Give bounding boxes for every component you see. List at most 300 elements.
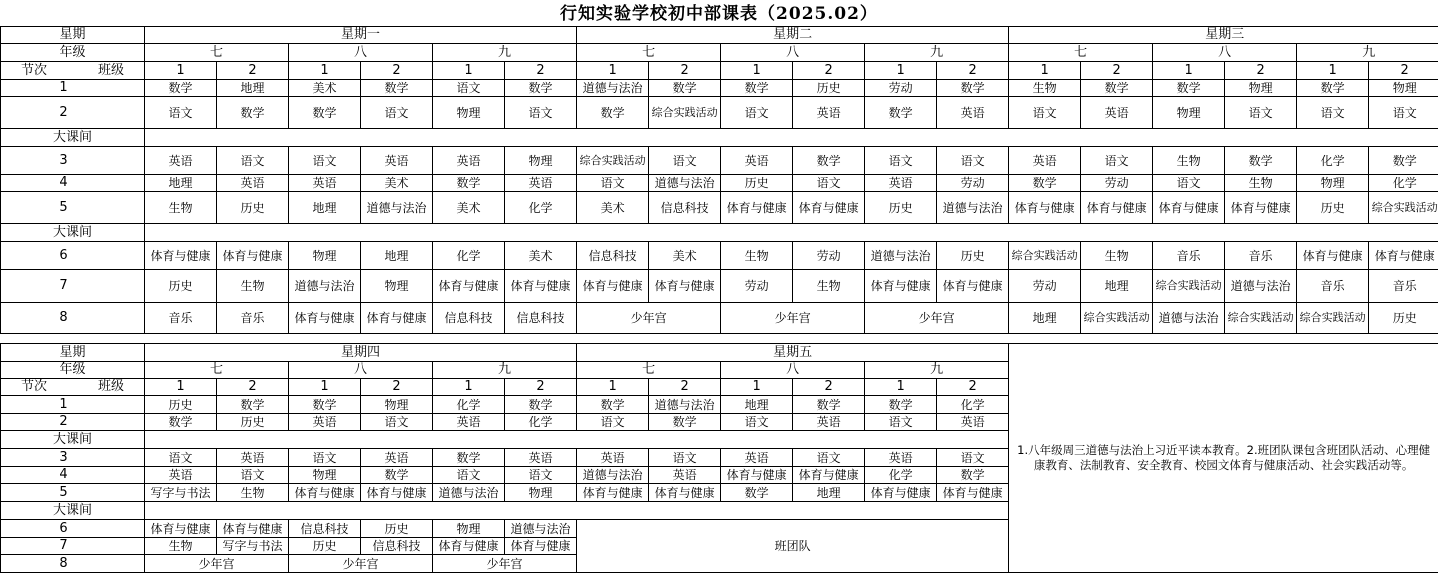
grade-header: 七: [145, 362, 289, 379]
course-cell: 语文: [649, 449, 721, 467]
course-cell: 数学: [793, 147, 865, 175]
course-cell: 地理: [721, 396, 793, 414]
course-cell: 综合实践活动: [1153, 270, 1225, 303]
course-cell: 体育与健康: [721, 467, 793, 484]
class-number: 1: [433, 379, 505, 396]
course-cell: 英语: [505, 449, 577, 467]
course-cell: 语文: [577, 414, 649, 431]
grade-header: 八: [721, 44, 865, 62]
class-number: 1: [289, 62, 361, 80]
course-cell: 综合实践活动: [1081, 303, 1153, 334]
course-cell: 综合实践活动: [577, 147, 649, 175]
grade-header: 九: [433, 362, 577, 379]
course-cell: 少年宫: [433, 555, 577, 573]
course-cell: 少年宫: [289, 555, 433, 573]
course-cell: 体育与健康: [361, 303, 433, 334]
course-cell: 道德与法治: [865, 242, 937, 270]
class-number: 1: [721, 62, 793, 80]
table-row: [1, 242, 1438, 270]
course-cell: 化学: [433, 242, 505, 270]
course-cell: 历史: [721, 175, 793, 192]
class-label: 班级: [97, 62, 124, 78]
course-cell: 数学: [937, 467, 1009, 484]
schedule-table-thu-fri: [0, 343, 1438, 573]
course-cell: 数学: [505, 80, 577, 97]
course-cell: 信息科技: [433, 303, 505, 334]
grade-header: 八: [721, 362, 865, 379]
course-cell: 英语: [361, 147, 433, 175]
course-cell: 数学: [433, 175, 505, 192]
course-cell: 化学: [505, 192, 577, 224]
course-cell: 体育与健康: [793, 192, 865, 224]
course-cell: 生物: [145, 192, 217, 224]
course-cell: 语文: [793, 175, 865, 192]
course-cell: 数学: [721, 80, 793, 97]
course-cell: 英语: [1009, 147, 1081, 175]
course-cell: 数学: [721, 484, 793, 502]
break-band: [145, 129, 1438, 147]
course-cell: 历史: [145, 270, 217, 303]
course-cell: 道德与法治: [361, 192, 433, 224]
course-cell: 美术: [361, 175, 433, 192]
course-cell: 数学: [433, 449, 505, 467]
course-cell: 信息科技: [289, 520, 361, 538]
course-cell: 体育与健康: [145, 242, 217, 270]
course-cell: 化学: [937, 396, 1009, 414]
class-team-cell: 班团队: [577, 520, 1009, 573]
class-number: 2: [937, 379, 1009, 396]
period-number: 2: [1, 414, 145, 431]
class-number: 2: [649, 62, 721, 80]
course-cell: 音乐: [1369, 270, 1438, 303]
course-cell: 美术: [289, 80, 361, 97]
course-cell: 生物: [1153, 147, 1225, 175]
course-cell: 道德与法治: [937, 192, 1009, 224]
course-cell: 体育与健康: [217, 242, 289, 270]
course-cell: 语文: [937, 147, 1009, 175]
period-number: 4: [1, 175, 145, 192]
course-cell: 物理: [433, 97, 505, 129]
course-cell: 语文: [505, 97, 577, 129]
course-cell: 英语: [937, 97, 1009, 129]
course-cell: 语文: [433, 80, 505, 97]
course-cell: 英语: [361, 449, 433, 467]
course-cell: 数学: [361, 80, 433, 97]
course-cell: 信息科技: [577, 242, 649, 270]
course-cell: 地理: [1009, 303, 1081, 334]
course-cell: 体育与健康: [1081, 192, 1153, 224]
course-cell: 英语: [1081, 97, 1153, 129]
schedule-table-mon-wed: [0, 26, 1438, 334]
grade-header: 八: [289, 44, 433, 62]
course-cell: 语文: [649, 147, 721, 175]
break-band: [145, 224, 1438, 242]
course-cell: 英语: [721, 449, 793, 467]
course-cell: 物理: [505, 484, 577, 502]
period-number: 1: [1, 80, 145, 97]
course-cell: 写字与书法: [145, 484, 217, 502]
course-cell: 英语: [793, 414, 865, 431]
course-cell: 语文: [145, 449, 217, 467]
course-cell: 历史: [289, 538, 361, 555]
course-cell: 化学: [1369, 175, 1438, 192]
course-cell: 数学: [793, 396, 865, 414]
course-cell: 数学: [865, 97, 937, 129]
course-cell: 生物: [1081, 242, 1153, 270]
class-number: 2: [1225, 62, 1297, 80]
course-cell: 地理: [217, 80, 289, 97]
class-number: 1: [1009, 62, 1081, 80]
course-cell: 美术: [649, 242, 721, 270]
course-cell: 体育与健康: [361, 484, 433, 502]
course-cell: 体育与健康: [433, 538, 505, 555]
course-cell: 数学: [145, 414, 217, 431]
day-header: 星期三: [1009, 27, 1438, 44]
grade-header-label: 年级: [1, 362, 145, 379]
course-cell: 语文: [865, 147, 937, 175]
course-cell: 物理: [433, 520, 505, 538]
course-cell: 道德与法治: [577, 80, 649, 97]
table-row: [1, 80, 1438, 97]
course-cell: 少年宫: [865, 303, 1009, 334]
course-cell: 道德与法治: [577, 467, 649, 484]
course-cell: 英语: [217, 449, 289, 467]
course-cell: 体育与健康: [145, 520, 217, 538]
course-cell: 体育与健康: [217, 520, 289, 538]
course-cell: 语文: [145, 97, 217, 129]
course-cell: 劳动: [1081, 175, 1153, 192]
course-cell: 数学: [865, 396, 937, 414]
course-cell: 英语: [433, 414, 505, 431]
class-number: 2: [649, 379, 721, 396]
course-cell: 信息科技: [505, 303, 577, 334]
course-cell: 道德与法治: [433, 484, 505, 502]
course-cell: 生物: [145, 538, 217, 555]
period-number: 4: [1, 467, 145, 484]
course-cell: 数学: [649, 414, 721, 431]
course-cell: 美术: [577, 192, 649, 224]
course-cell: 体育与健康: [1225, 192, 1297, 224]
course-cell: 英语: [217, 175, 289, 192]
period-number: 8: [1, 303, 145, 334]
course-cell: 语文: [1225, 97, 1297, 129]
course-cell: 道德与法治: [1225, 270, 1297, 303]
course-cell: 体育与健康: [433, 270, 505, 303]
course-cell: 英语: [649, 467, 721, 484]
period-label: 节次: [21, 379, 48, 394]
course-cell: 劳动: [793, 242, 865, 270]
course-cell: 劳动: [721, 270, 793, 303]
course-cell: 少年宫: [721, 303, 865, 334]
class-number: 2: [361, 62, 433, 80]
class-number: 2: [217, 62, 289, 80]
course-cell: 英语: [865, 175, 937, 192]
period-number: 2: [1, 97, 145, 129]
course-cell: 语文: [721, 97, 793, 129]
course-cell: 语文: [1297, 97, 1369, 129]
course-cell: 物理: [361, 396, 433, 414]
period-number: 6: [1, 520, 145, 538]
class-label: 班级: [97, 379, 124, 394]
course-cell: 体育与健康: [1369, 242, 1438, 270]
course-cell: 体育与健康: [649, 484, 721, 502]
course-cell: 地理: [361, 242, 433, 270]
grade-header-label: 年级: [1, 44, 145, 62]
course-cell: 化学: [433, 396, 505, 414]
course-cell: 数学: [937, 80, 1009, 97]
course-cell: 物理: [505, 147, 577, 175]
course-cell: 体育与健康: [1153, 192, 1225, 224]
class-number: 1: [721, 379, 793, 396]
course-cell: 化学: [505, 414, 577, 431]
class-number: 1: [1297, 62, 1369, 80]
course-cell: 生物: [217, 270, 289, 303]
period-class-header: [1, 379, 145, 396]
course-cell: 体育与健康: [649, 270, 721, 303]
course-cell: 数学: [1081, 80, 1153, 97]
grade-header: 九: [1297, 44, 1438, 62]
day-header: 星期二: [577, 27, 1009, 44]
course-cell: 综合实践活动: [1297, 303, 1369, 334]
course-cell: 音乐: [1153, 242, 1225, 270]
course-cell: 历史: [217, 192, 289, 224]
course-cell: 物理: [1153, 97, 1225, 129]
course-cell: 语文: [433, 467, 505, 484]
course-cell: 语文: [505, 467, 577, 484]
course-cell: 音乐: [1225, 242, 1297, 270]
course-cell: 语文: [937, 449, 1009, 467]
course-cell: 少年宫: [577, 303, 721, 334]
course-cell: 信息科技: [649, 192, 721, 224]
course-cell: 体育与健康: [1297, 242, 1369, 270]
course-cell: 生物: [1009, 80, 1081, 97]
day-header-label: 星期: [1, 344, 145, 362]
course-cell: 英语: [145, 147, 217, 175]
period-number: 8: [1, 555, 145, 573]
break-label: 大课间: [1, 129, 145, 147]
course-cell: 体育与健康: [721, 192, 793, 224]
course-cell: 体育与健康: [937, 484, 1009, 502]
day-header: 星期五: [577, 344, 1009, 362]
course-cell: 体育与健康: [937, 270, 1009, 303]
class-number: 1: [289, 379, 361, 396]
class-number: 2: [793, 62, 865, 80]
course-cell: 数学: [577, 396, 649, 414]
class-number: 2: [793, 379, 865, 396]
course-cell: 劳动: [1009, 270, 1081, 303]
table-row: [1, 147, 1438, 175]
table-row: [1, 62, 1438, 80]
course-cell: 语文: [1369, 97, 1438, 129]
grade-header: 七: [1009, 44, 1153, 62]
course-cell: 物理: [1225, 80, 1297, 97]
grade-header: 七: [577, 44, 721, 62]
class-number: 2: [505, 62, 577, 80]
course-cell: 语文: [361, 414, 433, 431]
break-label: 大课间: [1, 502, 145, 520]
course-cell: 体育与健康: [289, 303, 361, 334]
grade-header: 九: [865, 362, 1009, 379]
course-cell: 数学: [649, 80, 721, 97]
course-cell: 化学: [1297, 147, 1369, 175]
grade-header: 八: [289, 362, 433, 379]
class-number: 2: [1369, 62, 1438, 80]
course-cell: 地理: [793, 484, 865, 502]
course-cell: 数学: [145, 80, 217, 97]
period-number: 7: [1, 270, 145, 303]
course-cell: 音乐: [145, 303, 217, 334]
course-cell: 物理: [361, 270, 433, 303]
break-band: [145, 502, 1009, 520]
course-cell: 数学: [577, 97, 649, 129]
class-number: 2: [937, 62, 1009, 80]
course-cell: 语文: [577, 175, 649, 192]
class-number: 2: [1081, 62, 1153, 80]
course-cell: 道德与法治: [505, 520, 577, 538]
course-cell: 历史: [217, 414, 289, 431]
course-cell: 英语: [865, 449, 937, 467]
course-cell: 综合实践活动: [1369, 192, 1438, 224]
course-cell: 历史: [145, 396, 217, 414]
day-header: 星期四: [145, 344, 577, 362]
course-cell: 历史: [1369, 303, 1438, 334]
course-cell: 生物: [721, 242, 793, 270]
table-row: [1, 44, 1438, 62]
day-header-label: 星期: [1, 27, 145, 44]
course-cell: 英语: [289, 414, 361, 431]
course-cell: 综合实践活动: [649, 97, 721, 129]
course-cell: 体育与健康: [865, 484, 937, 502]
course-cell: 数学: [1369, 147, 1438, 175]
course-cell: 生物: [217, 484, 289, 502]
class-number: 1: [577, 62, 649, 80]
course-cell: 物理: [1369, 80, 1438, 97]
course-cell: 语文: [217, 467, 289, 484]
course-cell: 数学: [361, 467, 433, 484]
course-cell: 地理: [1081, 270, 1153, 303]
class-number: 1: [865, 379, 937, 396]
table-row: [1, 270, 1438, 303]
period-label: 节次: [21, 62, 48, 78]
period-number: 6: [1, 242, 145, 270]
period-number: 1: [1, 396, 145, 414]
table-row: [1, 344, 1438, 362]
class-number: 2: [361, 379, 433, 396]
course-cell: 语文: [793, 449, 865, 467]
course-cell: 综合实践活动: [1225, 303, 1297, 334]
course-cell: 美术: [433, 192, 505, 224]
course-cell: 数学: [505, 396, 577, 414]
course-cell: 数学: [1009, 175, 1081, 192]
course-cell: 语文: [289, 449, 361, 467]
page-title: 行知实验学校初中部课表（2025.02）: [560, 4, 878, 24]
course-cell: 历史: [937, 242, 1009, 270]
course-cell: 体育与健康: [793, 467, 865, 484]
grade-header: 九: [865, 44, 1009, 62]
course-cell: 体育与健康: [505, 538, 577, 555]
course-cell: 体育与健康: [289, 484, 361, 502]
course-cell: 劳动: [937, 175, 1009, 192]
notes-cell: [1009, 344, 1438, 573]
course-cell: 体育与健康: [1009, 192, 1081, 224]
course-cell: 数学: [289, 396, 361, 414]
course-cell: 音乐: [217, 303, 289, 334]
course-cell: 历史: [361, 520, 433, 538]
table-row: [1, 129, 1438, 147]
period-number: 5: [1, 192, 145, 224]
course-cell: 历史: [865, 192, 937, 224]
table-row: [1, 224, 1438, 242]
break-band: [145, 431, 1009, 449]
period-number: 5: [1, 484, 145, 502]
grade-header: 八: [1153, 44, 1297, 62]
course-cell: 美术: [505, 242, 577, 270]
class-number: 1: [577, 379, 649, 396]
course-cell: 体育与健康: [505, 270, 577, 303]
course-cell: 语文: [1081, 147, 1153, 175]
course-cell: 地理: [289, 192, 361, 224]
course-cell: 语文: [1009, 97, 1081, 129]
period-number: 3: [1, 147, 145, 175]
table-row: [1, 97, 1438, 129]
course-cell: 道德与法治: [289, 270, 361, 303]
table-row: [1, 303, 1438, 334]
course-cell: 道德与法治: [649, 175, 721, 192]
course-cell: 数学: [289, 97, 361, 129]
class-number: 2: [505, 379, 577, 396]
course-cell: 物理: [289, 242, 361, 270]
course-cell: 物理: [289, 467, 361, 484]
course-cell: 道德与法治: [1153, 303, 1225, 334]
course-cell: 英语: [289, 175, 361, 192]
course-cell: 英语: [505, 175, 577, 192]
class-number: 1: [145, 62, 217, 80]
period-number: 7: [1, 538, 145, 555]
course-cell: 音乐: [1297, 270, 1369, 303]
class-number: 1: [145, 379, 217, 396]
day-header: 星期一: [145, 27, 577, 44]
course-cell: 英语: [145, 467, 217, 484]
table-row: [1, 175, 1438, 192]
course-cell: 数学: [1297, 80, 1369, 97]
period-number: 3: [1, 449, 145, 467]
period-class-header: [1, 62, 145, 80]
course-cell: 英语: [721, 147, 793, 175]
course-cell: 化学: [865, 467, 937, 484]
class-number: 1: [865, 62, 937, 80]
course-cell: 综合实践活动: [1009, 242, 1081, 270]
course-cell: 数学: [1153, 80, 1225, 97]
break-label: 大课间: [1, 431, 145, 449]
course-cell: 物理: [1297, 175, 1369, 192]
footnote-text: 1.八年级周三道德与法治上习近平读本教育。2.班团队课包含班团队活动、心理健康教育、法制教育、安全教育、校园文体育与健康活动、社会实践活动等。: [1017, 443, 1431, 472]
course-cell: 语文: [289, 147, 361, 175]
table-row: [1, 192, 1438, 224]
course-cell: 英语: [793, 97, 865, 129]
class-number: 1: [433, 62, 505, 80]
course-cell: 语文: [217, 147, 289, 175]
course-cell: 生物: [1225, 175, 1297, 192]
course-cell: 英语: [433, 147, 505, 175]
course-cell: 体育与健康: [577, 484, 649, 502]
grade-header: 九: [433, 44, 577, 62]
table-row: [1, 27, 1438, 44]
course-cell: 数学: [1225, 147, 1297, 175]
course-cell: 数学: [217, 97, 289, 129]
course-cell: 英语: [937, 414, 1009, 431]
course-cell: 历史: [793, 80, 865, 97]
course-cell: 体育与健康: [865, 270, 937, 303]
